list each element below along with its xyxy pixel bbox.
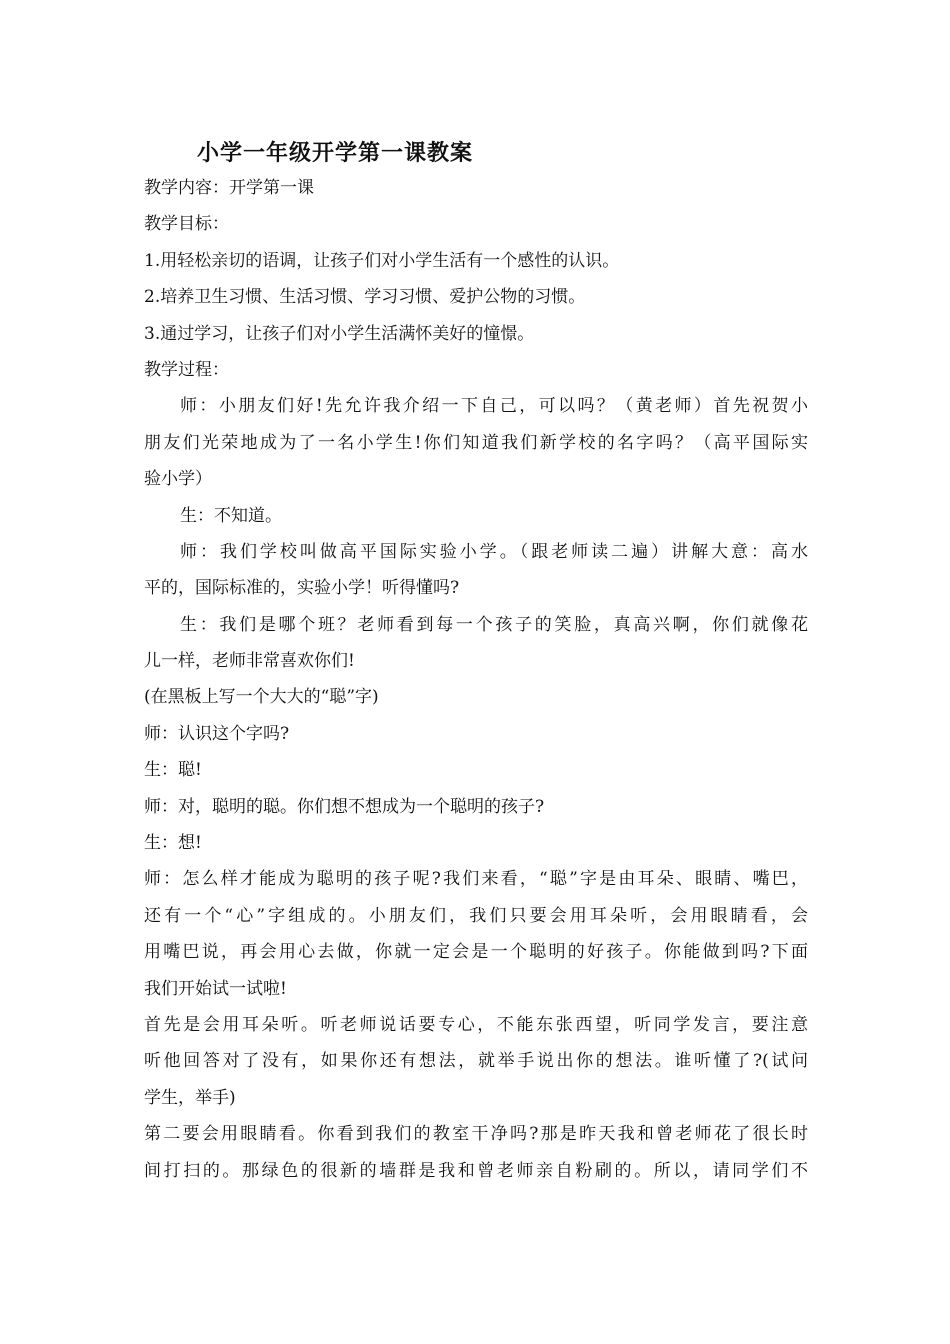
text-line: 间打扫的。那绿色的很新的墙群是我和曾老师亲自粉刷的。所以，请同学们不 — [144, 1160, 808, 1181]
text-line: 师：小朋友们好!先允许我介绍一下自己，可以吗？（黄老师）首先祝贺小 — [180, 396, 808, 417]
text-line: 1.用轻松亲切的语调，让孩子们对小学生活有一个感性的认识。 — [144, 250, 620, 271]
text-line: 教学目标： — [144, 214, 229, 235]
text-line: 学生，举手) — [144, 1087, 236, 1108]
text-line: 教学过程： — [144, 359, 229, 380]
text-line: 听他回答对了没有，如果你还有想法，就举手说出你的想法。谁听懂了?(试问 — [144, 1051, 808, 1072]
document-title: 小学一年级开学第一课教案 — [197, 141, 474, 166]
text-line: 2.培养卫生习惯、生活习惯、学习习惯、爱护公物的习惯。 — [144, 287, 586, 308]
text-line: 师：我们学校叫做高平国际实验小学。（跟老师读二遍）讲解大意：高水 — [180, 541, 808, 562]
text-line: 师：对，聪明的聪。你们想不想成为一个聪明的孩子? — [144, 796, 545, 817]
text-line: 用嘴巴说，再会用心去做，你就一定会是一个聪明的好孩子。你能做到吗?下面 — [144, 942, 808, 963]
text-line: 首先是会用耳朵听。听老师说话要专心，不能东张西望，听同学发言，要注意 — [144, 1014, 808, 1035]
text-line: 我们开始试一试啦! — [144, 978, 287, 999]
text-line: 朋友们光荣地成为了一名小学生!你们知道我们新学校的名字吗？（高平国际实 — [144, 432, 808, 453]
text-line: 生：聪! — [144, 760, 202, 781]
text-line: 还有一个“心”字组成的。小朋友们，我们只要会用耳朵听，会用眼睛看，会 — [144, 905, 808, 926]
document-body — [144, 170, 808, 1189]
text-line: 生：想! — [144, 833, 202, 854]
text-line: (在黑板上写一个大大的“聪”字) — [144, 687, 379, 708]
text-line: 验小学） — [144, 469, 212, 490]
text-line: 师：怎么样才能成为聪明的孩子呢?我们来看，“聪”字是由耳朵、眼睛、嘴巴， — [144, 869, 808, 890]
text-line: 平的，国际标准的，实验小学！听得懂吗? — [144, 578, 460, 599]
text-line: 第二要会用眼睛看。你看到我们的教室干净吗?那是昨天我和曾老师花了很长时 — [144, 1124, 808, 1145]
text-line: 师：认识这个字吗? — [144, 723, 290, 744]
text-line: 生：我们是哪个班？老师看到每一个孩子的笑脸，真高兴啊，你们就像花 — [180, 614, 808, 635]
text-line: 儿一样，老师非常喜欢你们! — [144, 651, 355, 672]
text-line: 3.通过学习，让孩子们对小学生活满怀美好的憧憬。 — [144, 323, 535, 344]
text-line: 生：不知道。 — [180, 505, 282, 526]
text-line: 教学内容：开学第一课 — [144, 178, 314, 198]
